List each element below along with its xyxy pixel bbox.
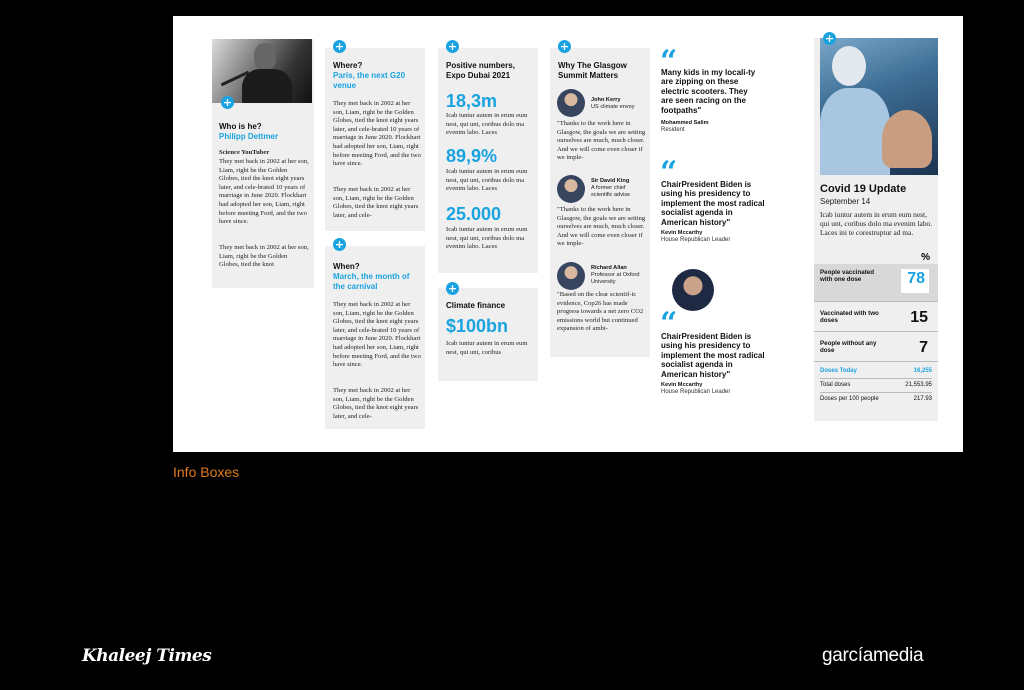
person-quote: "Thanks to the work here in Glasgow, the goals we are setting ourselves are much, much closer. And we will come even closer if we imple- <box>557 206 646 248</box>
plus-icon[interactable]: + <box>447 40 458 53</box>
person-name: Richard Allan <box>591 265 627 271</box>
total-doses-label: Total doses <box>820 382 851 388</box>
quote-role: House Republican Leader <box>661 389 731 395</box>
stat-value: 15 <box>910 309 928 326</box>
quote-mark-icon: “ <box>660 155 678 190</box>
when-box <box>325 238 425 429</box>
covid-date: September 14 <box>820 197 871 206</box>
stat-text: Icab iuntur autem in erum eum nest, qui unt, coribus dolo ma evenim labo. Laces <box>446 112 528 137</box>
climate-text: Icab iuntur autem in erum eum nest, qui unt, coribus <box>446 340 528 356</box>
quote-role: House Republican Leader <box>661 237 731 243</box>
plus-icon[interactable]: + <box>824 32 835 45</box>
where-body-2: They met back in 2002 at her son, Liam, right be the Golden Globes, tied the knot eight years later, and cele- <box>333 186 419 219</box>
where-heading: Where? <box>333 61 363 70</box>
where-box <box>325 40 425 231</box>
profile-name: Philipp Dettmer <box>219 132 279 141</box>
person-quote: "Based on the clear scientif-ic evidence, Cop26 has made progress towards a net zero CO2 emissions world but continued expansion of ambi- <box>557 291 644 333</box>
person-name: John Kerry <box>591 97 621 103</box>
person-role: US climate envoy <box>591 104 635 110</box>
stat-label: People vaccinated with one dose <box>820 269 874 284</box>
stat-row-no-dose <box>814 332 938 362</box>
climate-heading: Climate finance <box>446 301 506 310</box>
plus-icon[interactable]: + <box>334 40 345 53</box>
person-avatar <box>557 89 585 117</box>
person-name: Sir David King <box>591 178 630 184</box>
profile-body-2: They met back in 2002 at her son, Liam, right be the Golden Globes, tied the knot <box>219 244 309 269</box>
khaleej-times-logo: Khaleej Times <box>82 646 212 666</box>
profile-photo <box>212 39 312 103</box>
expo-box <box>438 40 538 273</box>
quote-role: Resident <box>661 127 685 133</box>
glasgow-box <box>550 40 650 357</box>
plus-icon[interactable]: + <box>559 40 570 53</box>
climate-value: $100bn <box>446 316 509 336</box>
where-sub: Paris, the next G20 venue <box>333 71 406 90</box>
profile-body: They met back in 2002 at her son, Liam, right be the Golden Globes, tied the knot eight years later, and cele-brated 10 years of marriage in June 2020. Flockhart had adopted her son, Liam, right before meeting Ford, and the two have since. <box>219 158 309 226</box>
quote-mark-icon: “ <box>660 306 678 341</box>
covid-photo <box>820 38 938 175</box>
person-role: A former chief scientific advise <box>591 185 631 198</box>
stat-value: 18,3m <box>446 91 498 111</box>
stat-value: 25.000 <box>446 204 502 224</box>
total-doses-row <box>820 382 932 388</box>
person-avatar <box>557 262 585 290</box>
plus-icon[interactable]: + <box>447 282 458 295</box>
stat-label: Vaccinated with two doses <box>820 310 879 325</box>
stat-text: Icab iuntur autem in erum eum nest, qui unt, coribus dolo ma evenim labo. Laces <box>446 226 528 251</box>
stat-row-one-dose <box>814 264 938 302</box>
climate-box <box>438 282 538 381</box>
when-body-2: They met back in 2002 at her son, Liam, right be the Golden Globes, tied the knot eight years later, and cele- <box>333 387 419 420</box>
stat-value: 7 <box>919 339 928 356</box>
covid-box <box>814 32 938 421</box>
speaker-photo <box>672 269 714 311</box>
total-doses-value: 21,553,95 <box>905 382 932 388</box>
quote-name: Mohammed Salim <box>661 120 709 126</box>
profile-heading: Who is he? <box>219 122 262 131</box>
doses-today-value: 16,255 <box>913 368 932 374</box>
where-body: They met back in 2002 at her son, Liam, right be the Golden Globes, tied the knot eight years later, and cele-brated 10 years of marriage in June 2020. Flockhart had adopted her son, Liam, right before meeting Ford, and the two have since. <box>333 100 421 168</box>
per100-value: 217.93 <box>913 396 932 402</box>
plus-icon[interactable]: + <box>222 96 233 109</box>
doses-today-row <box>820 368 932 374</box>
person-avatar <box>557 175 585 203</box>
covid-text: Icab iuntur autem in erum eum nest, qui unt, coribus dolo ma evenim labo. Laces ini te corestruptur ad ma. <box>820 210 933 237</box>
person-quote: "Thanks to the work here in Glasgow, the goals we are setting ourselves are much, much closer. And we will come even closer if we imple- <box>557 120 646 162</box>
percent-symbol: % <box>921 252 930 263</box>
per100-row <box>820 396 932 402</box>
expo-heading: Positive numbers, Expo Dubai 2021 <box>446 61 515 80</box>
profile-box <box>212 39 314 288</box>
plus-icon[interactable]: + <box>334 238 345 251</box>
divider <box>820 378 932 379</box>
quote-mark-icon: “ <box>660 44 678 79</box>
profile-role: Science YouTuber <box>219 149 270 156</box>
when-sub: March, the month of the carnival <box>333 272 410 291</box>
quote-text: ChairPresident Biden is using his presidency to implement the most radical socialist agenda in American history" <box>661 332 765 379</box>
person-role: Professor at Oxford University <box>591 272 640 285</box>
quote-name: Kevin Mccarthy <box>661 382 703 388</box>
stat-label: People without any dose <box>820 340 877 355</box>
stat-text: Icab iuntur autem in erum eum nest, qui unt, coribus dolo ma evenim labo. Laces <box>446 168 528 193</box>
when-body: They met back in 2002 at her son, Liam, right be the Golden Globes, tied the knot eight years later, and cele-brated 10 years of marriage in June 2020. Flockhart had adopted her son, Liam, right before meeting Ford, and the two have since. <box>333 301 421 369</box>
stat-row-two-doses <box>814 302 938 332</box>
infographic-page <box>173 16 963 452</box>
quote-text: ChairPresident Biden is using his presidency to implement the most radical socialist agenda in American history" <box>661 180 765 227</box>
covid-title: Covid 19 Update <box>820 183 907 195</box>
caption: Info Boxes <box>173 464 240 480</box>
when-heading: When? <box>333 262 360 271</box>
per100-label: Doses per 100 people <box>820 396 879 402</box>
quote-name: Kevin Mccarthy <box>661 230 703 236</box>
garciamedia-logo: garcíamedia <box>822 645 924 666</box>
doses-today-label: Doses Today <box>820 368 857 374</box>
divider <box>820 392 932 393</box>
glasgow-heading: Why The Glasgow Summit Matters <box>558 61 627 80</box>
stat-value: 78 <box>907 270 925 287</box>
quote-text: Many kids in my locali-ty are zipping on these electric scooters. They are seen racing on the footpaths" <box>661 68 756 115</box>
stat-value: 89,9% <box>446 146 498 166</box>
